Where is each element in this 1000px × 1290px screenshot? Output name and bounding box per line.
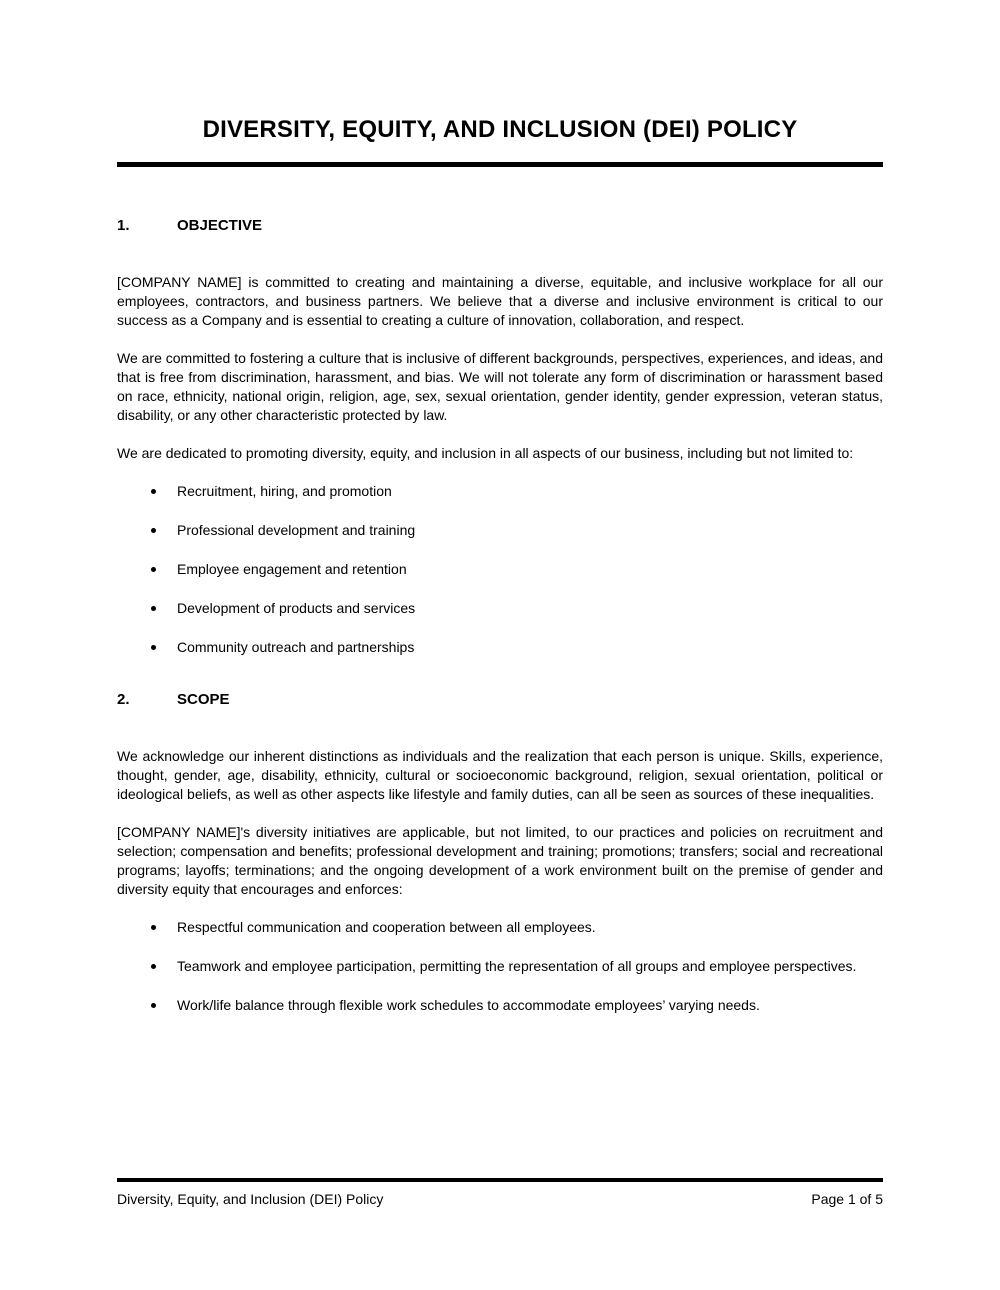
paragraph: [COMPANY NAME]'s diversity initiatives are applicable, but not limited, to our practices and policies on recruitment and selection; compensation and benefits; professional development and training; promotions; transfers; social and recreational programs; layoffs; terminations; and the ongoing development of a work environment built on the premise of gender and diversity equity that encourages and enforces: — [117, 824, 883, 897]
title-divider — [117, 162, 883, 167]
paragraph: We acknowledge our inherent distinctions as individuals and the realization that each person is unique. Skills, experience, thought, gender, age, disability, ethnicity, cultural or socioeconomic background, religion, sexual orientation, political or ideological beliefs, as well as other aspects like lifestyle and family duties, can all be seen as sources of these inequalities. — [117, 748, 883, 802]
section-heading: SCOPE — [177, 691, 230, 708]
bullet-item: Teamwork and employee participation, permitting the representation of all groups and employee perspectives. — [117, 957, 883, 976]
paragraph: [COMPANY NAME] is committed to creating and maintaining a diverse, equitable, and inclusive workplace for all our employees, contractors, and business partners. We believe that a diverse and inclusive environment is critical to our success as a Company and is essential to creating a culture of innovation, collaboration, and respect. — [117, 274, 883, 328]
footer-document-title: Diversity, Equity, and Inclusion (DEI) Policy — [117, 1191, 384, 1207]
paragraph: We are committed to fostering a culture that is inclusive of different backgrounds, perspectives, experiences, and ideas, and that is free from discrimination, harassment, and bias. We will not tolerate any form of discrimination or harassment based on race, ethnicity, national origin, religion, age, sex, sexual orientation, gender identity, gender expression, veteran status, disability, or any other characteristic protected by law. — [117, 350, 884, 423]
section-scope — [117, 690, 883, 1015]
section-objective — [117, 216, 883, 657]
section-heading-row — [117, 216, 883, 235]
bullet-item: Respectful communication and cooperation between all employees. — [117, 918, 883, 937]
section-number: 1. — [117, 217, 130, 234]
bullet-item: Employee engagement and retention — [117, 560, 883, 579]
bullet-item: Recruitment, hiring, and promotion — [117, 482, 883, 501]
paragraph: We are dedicated to promoting diversity, equity, and inclusion in all aspects of our business, including but not limited to: — [117, 445, 854, 461]
footer-page-number: Page 1 of 5 — [811, 1191, 883, 1207]
page-footer — [117, 1178, 883, 1209]
page-title: DIVERSITY, EQUITY, AND INCLUSION (DEI) POLICY — [202, 116, 798, 143]
bullet-list — [117, 482, 883, 657]
section-heading: OBJECTIVE — [177, 217, 263, 234]
bullet-item: Professional development and training — [117, 521, 883, 540]
footer-divider — [117, 1178, 883, 1182]
bullet-list — [117, 918, 883, 1015]
bullet-item: Development of products and services — [117, 599, 883, 618]
bullet-item: Work/life balance through flexible work schedules to accommodate employees’ varying needs. — [117, 996, 883, 1015]
section-number: 2. — [117, 691, 130, 708]
bullet-item: Community outreach and partnerships — [117, 638, 883, 657]
section-heading-row — [117, 690, 883, 709]
footer-row — [117, 1190, 883, 1209]
